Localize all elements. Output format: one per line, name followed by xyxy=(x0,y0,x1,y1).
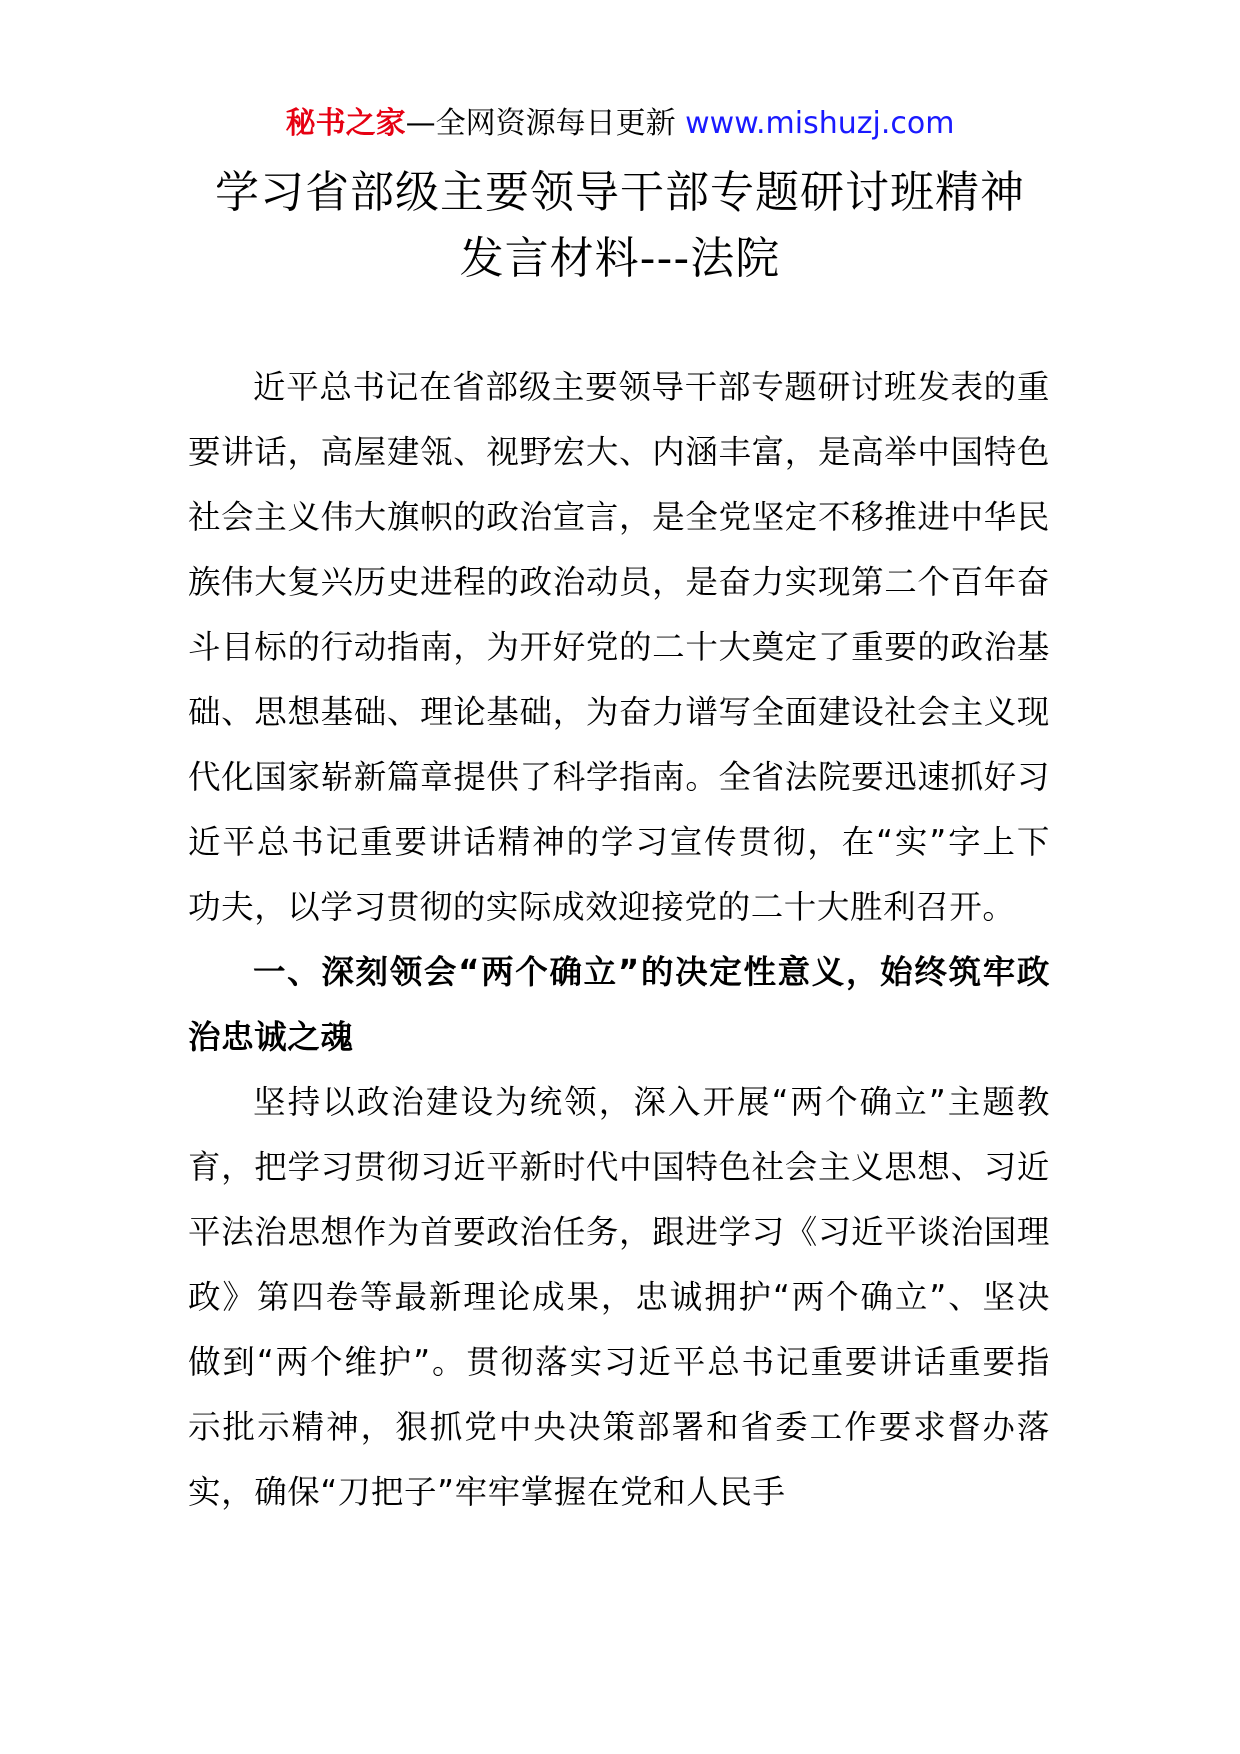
document-title xyxy=(140,160,1100,292)
section-heading-1: 一、深刻领会“两个确立”的决定性意义，始终筑牢政治忠诚之魂 xyxy=(188,953,1050,1056)
document-body xyxy=(188,355,1050,1525)
title-line-1: 学习省部级主要领导干部专题研讨班精神 xyxy=(215,167,1025,218)
site-tagline: —全网资源每日更新 xyxy=(405,106,676,141)
paragraph-section-1: 坚持以政治建设为统领，深入开展“两个确立”主题教育，把学习贯彻习近平新时代中国特色社会主义思想、习近平法治思想作为首要政治任务，跟进学习《习近平谈治国理政》第四卷等最新理论成果，忠诚拥护“两个确立”、坚决做到“两个维护”。贯彻落实习近平总书记重要讲话重要指示批示精神，狠抓党中央决策部署和省委工作要求督办落实，确保“刀把子”牢牢掌握在党和人民手 xyxy=(188,1083,1050,1511)
site-url-link[interactable]: www.mishuzj.com xyxy=(685,106,955,141)
site-brand: 秘书之家 xyxy=(285,106,406,141)
title-line-2: 发言材料---法院 xyxy=(459,233,781,284)
site-header xyxy=(0,98,1240,150)
paragraph-intro: 近平总书记在省部级主要领导干部专题研讨班发表的重要讲话，高屋建瓴、视野宏大、内涵丰富，是高举中国特色社会主义伟大旗帜的政治宣言，是全党坚定不移推进中华民族伟大复兴历史进程的政治动员，是奋力实现第二个百年奋斗目标的行动指南，为开好党的二十大奠定了重要的政治基础、思想基础、理论基础，为奋力谱写全面建设社会主义现代化国家崭新篇章提供了科学指南。全省法院要迅速抓好习近平总书记重要讲话精神的学习宣传贯彻，在“实”字上下功夫，以学习贯彻的实际成效迎接党的二十大胜利召开。 xyxy=(188,368,1050,926)
